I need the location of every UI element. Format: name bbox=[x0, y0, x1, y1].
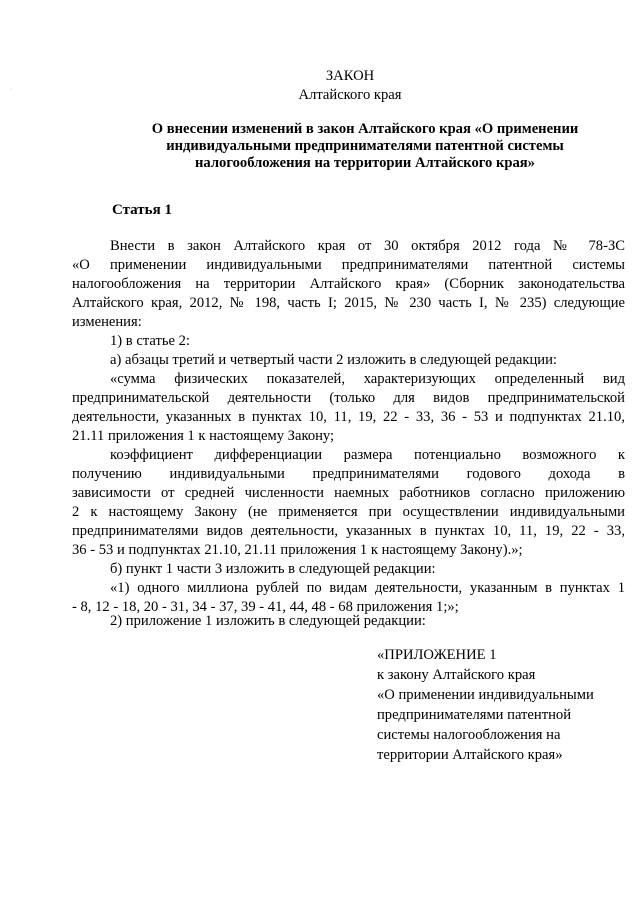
quote-line: деятельности, указанных в пунктах 10, 11, 19, 22 - 33, 36 - 53 и подпунктах 21.10, bbox=[72, 409, 625, 425]
intro-line: изменения: bbox=[72, 314, 142, 330]
item-1b: б) пункт 1 части 3 изложить в следующей редакции: bbox=[110, 561, 436, 577]
quote-line: предпринимателями видов деятельности, указанных в пунктах 10, 11, 19, 22 - 33, bbox=[72, 523, 625, 539]
quote-1 bbox=[72, 370, 625, 446]
quote-line: предпринимательской деятельности (только для видов предпринимательской bbox=[72, 390, 625, 406]
law-title bbox=[0, 67, 640, 105]
appendix-line: «ПРИЛОЖЕНИЕ 1 bbox=[377, 647, 497, 663]
quote-line: коэффициент дифференциации размера потенциально возможного к bbox=[110, 447, 625, 463]
quote-line: 21.11 приложения 1 к настоящему Закону; bbox=[72, 428, 335, 444]
quote-2 bbox=[72, 446, 625, 560]
intro-line: «О применении индивидуальными предпринимателями патентной системы bbox=[72, 257, 625, 273]
appendix-line: к закону Алтайского края bbox=[377, 667, 536, 683]
appendix-line: территории Алтайского края» bbox=[377, 747, 563, 763]
item-2: 2) приложение 1 изложить в следующей редакции: bbox=[110, 613, 426, 629]
quote-line: получению индивидуальными предпринимателями годового дохода в bbox=[72, 466, 625, 482]
scan-speck: · bbox=[10, 85, 13, 94]
intro-line: Внести в закон Алтайского края от 30 октября 2012 года № 78-ЗС bbox=[110, 238, 625, 254]
title-line-region: Алтайского края bbox=[298, 87, 402, 103]
appendix-line: предпринимателями патентной bbox=[377, 707, 572, 723]
intro-paragraph bbox=[72, 237, 625, 332]
heading-line: индивидуальными предпринимателями патентной системы bbox=[166, 138, 564, 154]
quote-line: 36 - 53 и подпунктах 21.10, 21.11 приложения 1 к настоящему Закону).»; bbox=[72, 542, 523, 558]
quote-line: «1) одного миллиона рублей по видам деятельности, указанным в пунктах 1 bbox=[110, 580, 625, 596]
intro-line: налогообложения на территории Алтайского края» (Сборник законодательства bbox=[72, 276, 625, 292]
article-title: Статья 1 bbox=[112, 202, 172, 218]
intro-line: Алтайского края, 2012, № 198, часть I; 2015, № 230 часть I, № 235) следующие bbox=[72, 295, 625, 311]
title-line-zakon: ЗАКОН bbox=[325, 68, 375, 84]
quote-line: «сумма физических показателей, характеризующих определенный вид bbox=[110, 371, 625, 387]
quote-line: 2 к настоящему Закону (не применяется при осуществлении индивидуальными bbox=[72, 504, 625, 520]
appendix-header bbox=[377, 645, 594, 765]
law-heading bbox=[100, 121, 630, 172]
appendix-line: «О применении индивидуальными bbox=[377, 687, 594, 703]
quote-line: зависимости от средней численности наемных работников согласно приложению bbox=[72, 485, 625, 501]
item-1: 1) в статье 2: bbox=[110, 333, 190, 349]
appendix-line: системы налогообложения на bbox=[377, 727, 561, 743]
item-1a: а) абзацы третий и четвертый части 2 изложить в следующей редакции: bbox=[110, 352, 557, 368]
heading-line: налогообложения на территории Алтайского края» bbox=[195, 155, 535, 171]
quote-line: - 8, 12 - 18, 20 - 31, 34 - 37, 39 - 41, 44, 48 - 68 приложения 1;»; bbox=[72, 599, 459, 615]
heading-line: О внесении изменений в закон Алтайского края «О применении bbox=[151, 121, 579, 137]
